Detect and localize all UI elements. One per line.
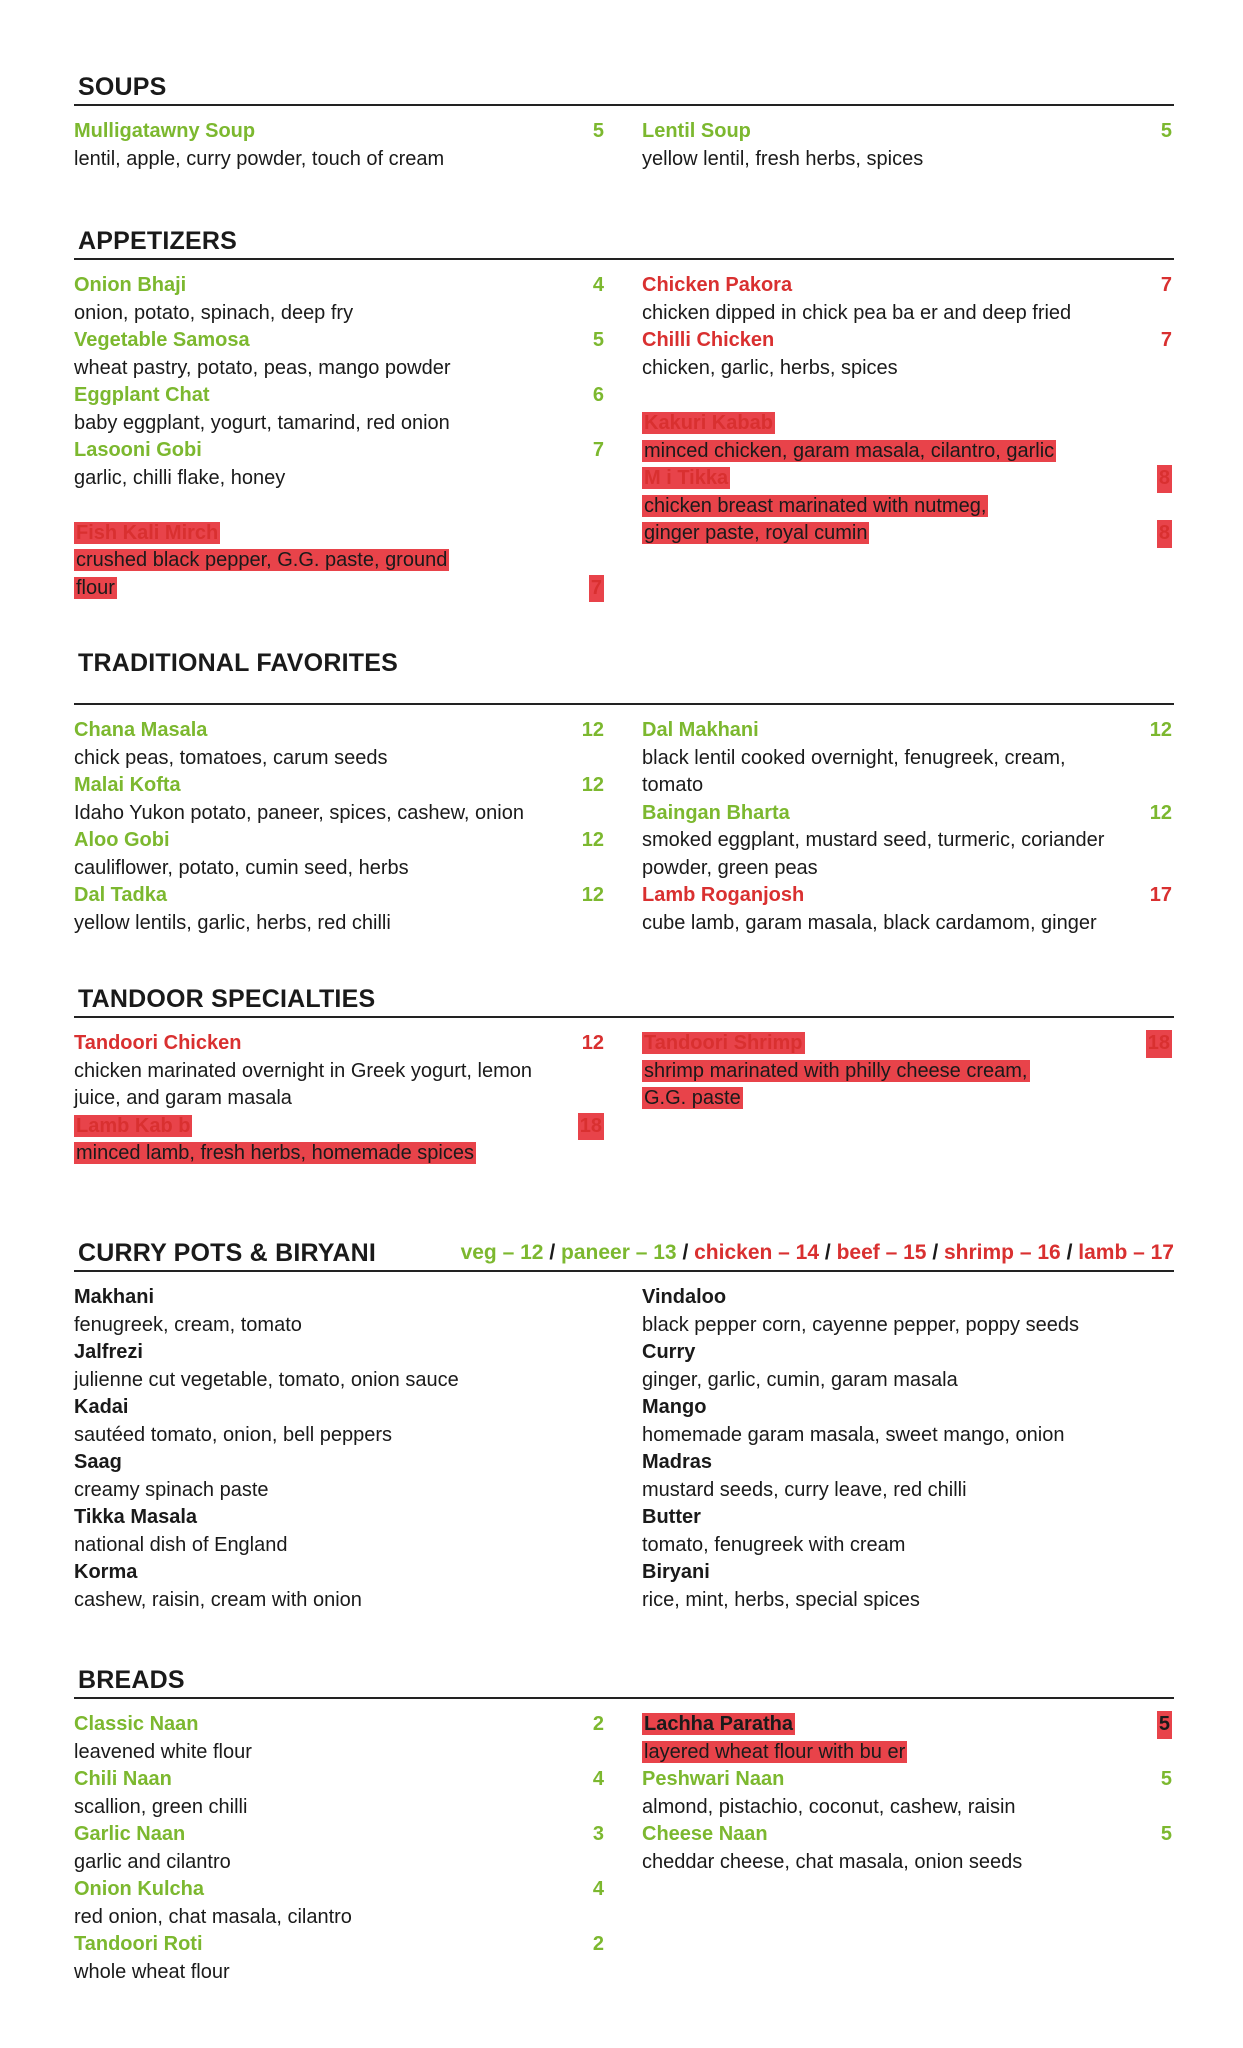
menu-item-name-row [642,327,1172,355]
menu-item-name-row [642,410,1172,438]
item-description: lentil, apple, curry powder, touch of cream [74,147,445,170]
item-price: 12 [581,829,604,851]
section-title: BREADS [78,1666,185,1694]
item-name: Chilli Chicken [642,329,775,351]
section-rule [74,1016,1174,1018]
item-description [642,1739,1172,1767]
menu-item-name-row [642,882,1172,910]
tandoor-right-column [642,1030,1172,1113]
item-name: Tikka Masala [74,1506,198,1528]
item-name: Tandoori Shrimp [644,1032,803,1054]
curry-right-column [642,1284,1172,1614]
item-price: 18 [578,1113,604,1141]
menu-item-name-row [642,1821,1172,1849]
item-description-line: crushed black pepper, G.G. paste, ground [76,549,448,571]
item-description [642,493,1172,521]
item-price: 8 [1157,465,1172,493]
separator: / [932,1241,939,1264]
item-description: fenugreek, cream, tomato [74,1313,302,1336]
item-description-line: layered wheat flour with bu er [644,1740,906,1763]
item-name: Malai Kofta [74,774,181,796]
item-description-line: ginger paste, royal cumin [644,522,868,544]
item-name: Mango [642,1396,707,1418]
menu-item-name-row [74,1113,604,1141]
item-description [642,520,1172,548]
item-description: smoked eggplant, mustard seed, turmeric, coriander [642,829,1105,851]
item-description: julienne cut vegetable, tomato, onion sauce [74,1368,459,1391]
menu-item-name-row [74,1931,604,1959]
item-name: Mulligatawny Soup [74,120,256,142]
separator: / [1066,1241,1073,1264]
separator: / [682,1241,689,1264]
price-option: chicken – 14 [694,1241,820,1264]
item-description [642,438,1172,466]
item-name: Peshwari Naan [642,1768,785,1790]
item-name: Onion Kulcha [74,1878,204,1900]
traditional-right-column [642,717,1172,937]
menu-item-name-row [74,1711,604,1739]
separator: / [549,1241,556,1264]
item-name: Onion Bhaji [74,274,187,296]
item-price: 2 [592,1713,604,1735]
item-price: 8 [1157,520,1172,548]
section-title: TRADITIONAL FAVORITES [78,649,398,677]
item-description: ginger, garlic, cumin, garam masala [642,1368,958,1391]
item-name: Makhani [74,1286,155,1308]
menu-item-name-row [642,118,1172,146]
price-option: paneer – 13 [561,1241,677,1264]
item-name: Chicken Pakora [642,274,793,296]
item-description: leavened white flour [74,1740,252,1763]
menu-item-name-row [74,272,604,300]
menu-item-name-row [642,1030,1172,1058]
item-price: 17 [1149,884,1172,906]
item-description: scallion, green chilli [74,1795,248,1818]
item-name: Classic Naan [74,1713,199,1735]
price-option: veg – 12 [460,1241,544,1264]
item-description: onion, potato, spinach, deep fry [74,301,354,324]
section-breads [74,1664,1174,1983]
item-description: red onion, chat masala, cilantro [74,1905,352,1928]
item-description: garlic and cilantro [74,1850,231,1873]
menu-item-name-row [74,382,604,410]
item-description: chicken marinated overnight in Greek yogurt, lemon [74,1059,533,1082]
item-price: 12 [581,884,604,906]
item-description-line: chicken breast marinated with nutmeg, [644,494,987,517]
appetizers-left-column [74,272,604,602]
menu-item-name-row [74,118,604,146]
item-description-line: G.G. paste [644,1087,741,1109]
item-name: Dal Makhani [642,719,759,741]
item-price: 12 [1149,719,1172,741]
section-curry-pots-biryani [74,1237,1174,1611]
item-price: 5 [1157,1711,1172,1739]
curry-price-list [461,1237,1174,1269]
item-name: Lentil Soup [642,120,751,142]
item-description: creamy spinach paste [74,1478,269,1501]
menu-item-name-row [74,1821,604,1849]
item-name: M i Tikka [644,467,729,489]
breads-right-column [642,1711,1172,1876]
item-name: Tandoori Chicken [74,1032,242,1054]
item-price: 12 [581,1032,604,1054]
menu-item-name-row [642,717,1172,745]
item-description: chick peas, tomatoes, carum seeds [74,746,388,769]
item-description: black lentil cooked overnight, fenugreek, cream, [642,746,1066,769]
item-description: cauliflower, potato, cumin seed, herbs [74,856,409,879]
item-price: 7 [1160,329,1172,351]
menu-item-name-row [74,327,604,355]
item-name: Jalfrezi [74,1341,143,1363]
item-name: Korma [74,1561,138,1583]
menu-item-name-row [642,800,1172,828]
curry-left-column [74,1284,604,1614]
breads-left-column [74,1711,604,1986]
soups-right-column [642,118,1172,173]
item-description: national dish of England [74,1533,288,1556]
item-name: Lachha Paratha [644,1713,793,1735]
item-description: yellow lentil, fresh herbs, spices [642,147,924,170]
item-name: Madras [642,1451,713,1473]
item-name: Lamb Kab b [76,1114,191,1137]
item-name: Fish Kali Mirch [76,521,219,544]
item-price: 18 [1146,1030,1172,1058]
section-title: TANDOOR SPECIALTIES [78,985,376,1013]
item-price: 7 [592,439,604,461]
item-price: 12 [581,719,604,741]
spacer [642,382,1172,410]
item-name: Biryani [642,1561,710,1583]
item-price: 6 [592,384,604,406]
appetizers-right-column [642,272,1172,548]
menu-item-name-row [74,437,604,465]
item-description: baby eggplant, yogurt, tamarind, red onion [74,411,450,434]
item-name: Lasooni Gobi [74,439,202,461]
item-price: 5 [1160,1823,1172,1845]
item-description [74,575,604,603]
price-option: beef – 15 [836,1241,927,1264]
item-description: cashew, raisin, cream with onion [74,1588,362,1611]
item-description: almond, pistachio, coconut, cashew, raisin [642,1795,1016,1818]
item-description [74,547,604,575]
menu-item-name-row [642,465,1172,493]
menu-item-name-row [74,1030,604,1058]
section-title: CURRY POTS & BIRYANI [78,1239,377,1267]
item-price: 12 [1149,801,1172,824]
item-name: Eggplant Chat [74,384,210,406]
item-name: Aloo Gobi [74,829,170,851]
item-description: tomato, fenugreek with cream [642,1533,906,1556]
item-description [642,1058,1172,1086]
item-description: powder, green peas [642,856,818,879]
item-description-line: minced chicken, garam masala, cilantro, garlic [644,439,1055,462]
item-description [74,1140,604,1168]
section-rule [74,1697,1174,1699]
item-price: 5 [592,120,604,142]
item-description: Idaho Yukon potato, paneer, spices, cashew, onion [74,801,524,824]
item-description: juice, and garam masala [74,1087,292,1109]
item-name: Tandoori Roti [74,1933,203,1955]
item-description: garlic, chilli flake, honey [74,466,286,489]
item-price: 5 [592,329,604,351]
soups-left-column [74,118,604,173]
menu-item-name-row [642,1711,1172,1739]
item-name: Kakuri Kabab [644,412,773,434]
item-description: rice, mint, herbs, special spices [642,1588,920,1611]
price-option: lamb – 17 [1078,1241,1174,1264]
item-description-line: minced lamb, fresh herbs, homemade spices [76,1142,474,1164]
item-price: 3 [592,1823,604,1845]
traditional-left-column [74,717,604,937]
item-name: Dal Tadka [74,884,167,906]
item-price: 4 [592,274,604,296]
menu-item-name-row [642,1766,1172,1794]
item-description: chicken, garlic, herbs, spices [642,356,898,379]
item-description: cheddar cheese, chat masala, onion seeds [642,1850,1023,1873]
item-name: Lamb Roganjosh [642,884,805,906]
section-rule [74,703,1174,705]
item-description: tomato [642,774,704,796]
menu-item-name-row [74,1876,604,1904]
item-price: 4 [592,1878,604,1900]
item-name: Vegetable Samosa [74,329,250,351]
item-price: 5 [1160,1768,1172,1790]
section-appetizers [74,225,1174,599]
item-description: black pepper corn, cayenne pepper, poppy seeds [642,1313,1079,1336]
menu-item-name-row [74,772,604,800]
section-title: APPETIZERS [78,227,237,255]
menu-item-name-row [74,882,604,910]
section-soups [74,71,1174,170]
item-name: Vindaloo [642,1286,727,1308]
item-name: Chili Naan [74,1768,172,1790]
item-name: Curry [642,1341,696,1363]
menu-item-name-row [642,272,1172,300]
item-name: Chana Masala [74,719,208,741]
item-description: yellow lentils, garlic, herbs, red chilli [74,911,391,934]
item-name: Butter [642,1506,701,1528]
price-option: shrimp – 16 [944,1241,1061,1264]
item-name: Cheese Naan [642,1823,768,1845]
item-description: cube lamb, garam masala, black cardamom, ginger [642,911,1097,934]
section-rule [74,258,1174,260]
item-description: whole wheat flour [74,1960,230,1983]
item-description: chicken dipped in chick pea ba er and deep fried [642,301,1072,324]
menu-item-name-row [74,827,604,855]
section-title: SOUPS [78,73,167,101]
item-price: 7 [1160,274,1172,296]
menu-item-name-row [74,717,604,745]
item-name: Garlic Naan [74,1823,186,1845]
item-name: Kadai [74,1396,129,1418]
section-traditional-favorites [74,647,1174,934]
section-rule [74,104,1174,106]
item-price: 2 [592,1933,604,1955]
section-rule [74,1270,1174,1272]
section-tandoor-specialties [74,983,1174,1164]
item-description: sautéed tomato, onion, bell peppers [74,1423,392,1446]
item-price: 7 [589,575,604,603]
item-price: 5 [1160,120,1172,142]
item-description: homemade garam masala, sweet mango, onion [642,1423,1065,1446]
item-description: wheat pastry, potato, peas, mango powder [74,356,451,379]
item-description [642,1085,1172,1113]
item-description: mustard seeds, curry leave, red chilli [642,1478,967,1501]
item-price: 4 [592,1768,604,1790]
item-name: Baingan Bharta [642,801,790,824]
item-description-line: flour [76,576,115,599]
item-price: 12 [581,774,604,796]
menu-item-name-row [74,520,604,548]
tandoor-left-column [74,1030,604,1168]
spacer [74,492,604,520]
separator: / [824,1241,831,1264]
item-name: Saag [74,1451,122,1473]
menu-item-name-row [74,1766,604,1794]
item-description-line: shrimp marinated with philly cheese cream, [644,1059,1028,1082]
